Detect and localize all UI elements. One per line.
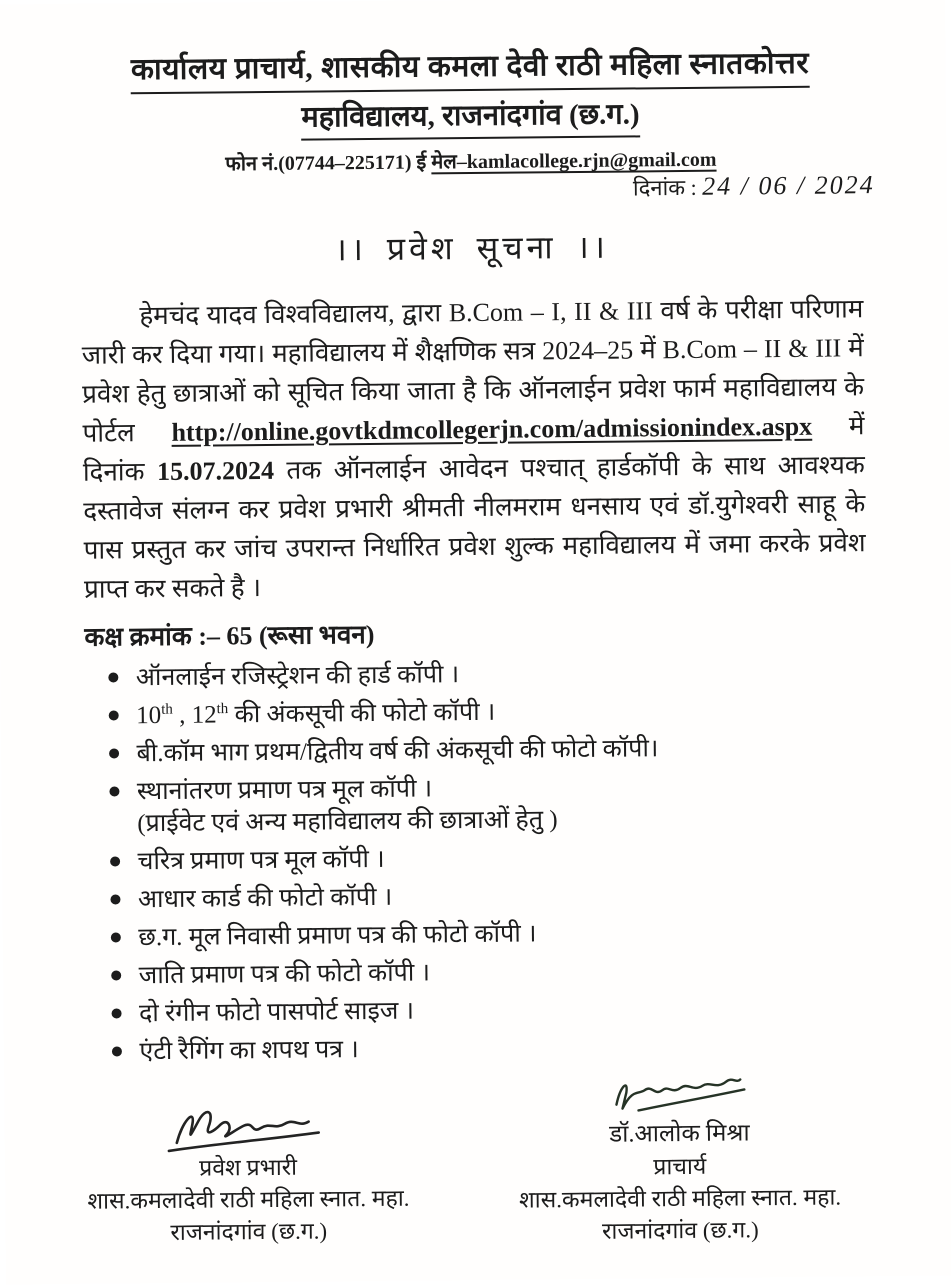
college-name-line2: महाविद्यालय, राजनांदगांव (छ.ग.) [301, 93, 640, 140]
paragraph-text-3: तक ऑनलाईन आवेदन पश्चात् हार्डकॉपी के साथ आवश्यक दस्तावेज संलग्न कर प्रवेश प्रभारी श्रीमती नीलमराम धनसाय एवं डॉ.युगेश्वरी साहू के पास प्रस्तुत कर जांच उपरान्त निर्धारित प्रवेश शुल्क महाविद्यालय में जमा करके प्रवेश प्राप्त कर सकते है । [83, 450, 866, 604]
signatory-place: राजनांदगांव (छ.ग.) [601, 1217, 759, 1244]
signatory-place: राजनांदगांव (छ.ग.) [170, 1218, 328, 1245]
list-item [110, 916, 870, 952]
signature-block-principal [463, 1068, 896, 1247]
list-item [111, 992, 871, 1028]
signatory-role: प्रवेश प्रभारी [199, 1154, 298, 1181]
signatory-organization: शास.कमलादेवी राठी महिला स्नात. महा. [87, 1185, 410, 1214]
signatory-name: डॉ.आलोक मिश्रा [609, 1120, 750, 1148]
phone-number: फोन नं.(07744–225171) ई [225, 151, 432, 176]
letterhead [0, 0, 947, 209]
college-name-line1: कार्यालय प्राचार्य, शासकीय कमला देवी राठी महिला स्नातकोत्तर [131, 41, 810, 95]
room-number-line: कक्ष क्रमांक :– 65 (रूसा भवन) [84, 619, 375, 652]
required-documents-list [84, 656, 872, 1067]
list-item-text: एंटी रैगिंग का शपथ पत्र । [139, 1036, 359, 1066]
marksheet-text: की अंकसूची की फोटो कॉपी । [228, 698, 496, 729]
bullet-icon [111, 970, 121, 980]
list-item-text: चरित्र प्रमाण पत्र मूल कॉपी । [137, 845, 385, 876]
list-item-text: ऑनलाईन रजिस्ट्रेशन की हार्ड कॉपी । [135, 661, 460, 692]
list-item-note: (प्राईवेट एवं अन्य महाविद्यालय की छात्राओं हेतु ) [137, 806, 558, 838]
bullet-icon [109, 786, 119, 796]
signatory-organization: शास.कमलादेवी राठी महिला स्नात. महा. [518, 1184, 842, 1213]
list-item-text: छ.ग. मूल निवासी प्रमाण पत्र की फोटो कॉपी । [138, 920, 537, 952]
list-item-text: जाति प्रमाण पत्र की फोटो कॉपी । [138, 959, 431, 990]
admission-portal-url: http://online.govtkdmcollegerjn.com/admissionindex.aspx [171, 411, 813, 447]
email-address: मेल–kamlacollege.rjn@gmail.com [431, 148, 717, 174]
notice-title: ।। प्रवेश सूचना ।। [334, 228, 610, 268]
bullet-icon [108, 672, 118, 682]
list-item [111, 954, 871, 990]
list-item-text [136, 699, 495, 729]
grade-10: 10 [136, 702, 162, 730]
signature-section [65, 1068, 897, 1251]
list-item [109, 840, 869, 876]
signatory-role: प्राचार्य [653, 1153, 707, 1180]
date-label: दिनांक : [632, 174, 697, 201]
list-item-text: बी.कॉम भाग प्रथम/द्वितीय वर्ष की अंकसूची की फोटो कॉपी। [136, 735, 659, 768]
date-value-handwritten: 24 / 06 / 2024 [702, 170, 875, 201]
list-item [108, 732, 868, 768]
grade-12: , 12 [172, 701, 217, 729]
list-item-text: आधार कार्ड की फोटो कॉपी । [137, 883, 393, 914]
bullet-icon [109, 748, 119, 758]
bullet-icon [110, 932, 120, 942]
paragraph-text-2: में दिनांक [82, 411, 865, 487]
bullet-icon [110, 856, 120, 866]
list-item-text: स्थानांतरण प्रमाण पत्र मूल कॉपी । [136, 775, 433, 806]
bullet-icon [111, 1008, 121, 1018]
signature-block-admission-incharge [65, 1098, 432, 1250]
list-item-text: दो रंगीन फोटो पासपोर्ट साइज । [138, 997, 415, 1028]
handwritten-signature-icon [163, 1099, 334, 1157]
deadline-date: 15.07.2024 [156, 455, 275, 487]
list-item [108, 656, 868, 692]
list-item [108, 694, 868, 730]
list-item [111, 1030, 871, 1066]
bullet-icon [108, 710, 118, 720]
list-item [110, 878, 870, 914]
list-item [109, 770, 870, 838]
ordinal-suffix: th [161, 701, 173, 718]
bullet-icon [111, 1046, 121, 1056]
ordinal-suffix: th [216, 701, 229, 718]
paragraph-text-1: हेमचंद यादव विश्वविद्यालय, द्वारा B.Com – I, II & III वर्ष के परीक्षा परिणाम जारी कर दिया गया। महाविद्यालय में शैक्षणिक सत्र 2024–25 में B.Com – II & III में प्रवेश हेतु छात्राओं को सूचित किया जाता है कि ऑनलाईन प्रवेश फार्म महाविद्यालय के पोर्टल [81, 294, 865, 448]
bullet-icon [110, 894, 120, 904]
notice-body-paragraph [81, 289, 866, 608]
